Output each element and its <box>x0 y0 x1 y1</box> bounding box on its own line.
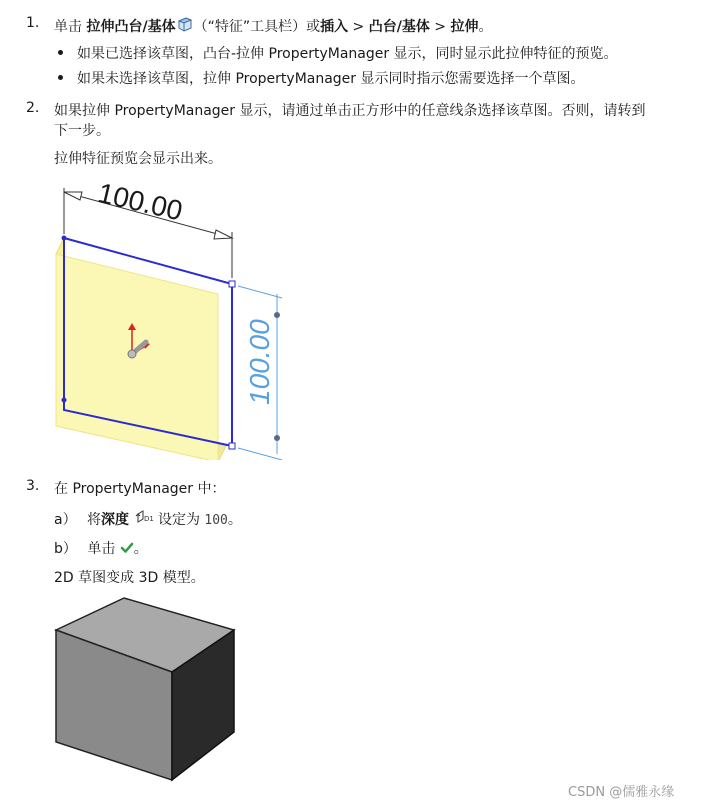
step-1-bullet-1: 如果已选择该草图，凸台-拉伸 PropertyManager 显示，同时显示此拉伸特征的预览。 <box>77 46 618 62</box>
menu-separator: > <box>348 19 369 35</box>
step-1-prefix: 单击 <box>54 19 87 35</box>
dimension-handle[interactable] <box>274 312 280 318</box>
depth-label: 深度 <box>101 512 130 528</box>
dimension-arrow <box>214 230 232 239</box>
watermark: CSDN @儒雅永缘 <box>568 785 675 800</box>
menu-extrude: 拉伸 <box>450 19 479 35</box>
dimension-label-horizontal[interactable]: 100.00 <box>95 177 186 227</box>
sketch-vertex <box>62 398 67 403</box>
sketch-handle <box>229 443 235 449</box>
dimension-handle[interactable] <box>274 435 280 441</box>
cube-model-figure <box>50 592 240 782</box>
menu-insert: 插入 <box>320 19 349 35</box>
dimension-label-vertical[interactable]: 100.00 <box>244 319 275 405</box>
menu-separator: > <box>429 19 451 35</box>
dimension-extension-line <box>238 448 282 460</box>
dimension-arrow <box>64 192 82 200</box>
step-2-number: 2. <box>26 100 40 116</box>
depth-icon <box>134 508 154 530</box>
step-3b <box>54 538 148 559</box>
step-3-text: 在 PropertyManager 中： <box>54 481 226 497</box>
checkmark-icon <box>120 541 134 559</box>
step-1-end: 。 <box>478 19 493 35</box>
svg-text:D1: D1 <box>143 515 154 523</box>
sketch-handle <box>229 281 235 287</box>
step-1-text <box>54 15 493 37</box>
step-2-line-2: 下一步。 <box>54 123 110 139</box>
sketch-vertex <box>62 236 67 241</box>
bullet-dot <box>58 50 63 55</box>
step-3a-end: 。 <box>227 512 242 528</box>
step-1-number: 1. <box>26 15 40 31</box>
step-2-line-1: 如果拉伸 PropertyManager 显示，请通过单击正方形中的任意线条选择该草图。否则，请转到 <box>54 103 646 119</box>
step-3a-prefix: 将 <box>87 512 102 528</box>
step-3b-label: b） <box>54 541 77 557</box>
depth-value: 100 <box>204 513 228 528</box>
step-3-result: 2D 草图变成 3D 模型。 <box>54 570 205 586</box>
step-3a <box>54 508 242 530</box>
menu-boss: 凸台/基体 <box>368 19 430 35</box>
step-1-bullet-2: 如果未选择该草图，拉伸 PropertyManager 显示同时指示您需要选择一个草图。 <box>77 71 585 87</box>
preview-front-face <box>56 254 218 460</box>
step-3b-prefix: 单击 <box>87 541 120 557</box>
step-3a-label: a） <box>54 512 77 528</box>
bullet-dot <box>58 75 63 80</box>
step-3b-end: 。 <box>133 541 148 557</box>
step-3-number: 3. <box>26 478 40 494</box>
extrude-boss-icon <box>176 15 194 37</box>
step-3a-middle: 设定为 <box>153 512 205 528</box>
dimension-extension-line <box>238 286 282 298</box>
extrude-boss-label: 拉伸凸台/基体 <box>86 19 176 35</box>
toolbar-note: （“特征”工具栏）或 <box>193 19 321 35</box>
step-2-result: 拉伸特征预览会显示出来。 <box>54 151 222 167</box>
